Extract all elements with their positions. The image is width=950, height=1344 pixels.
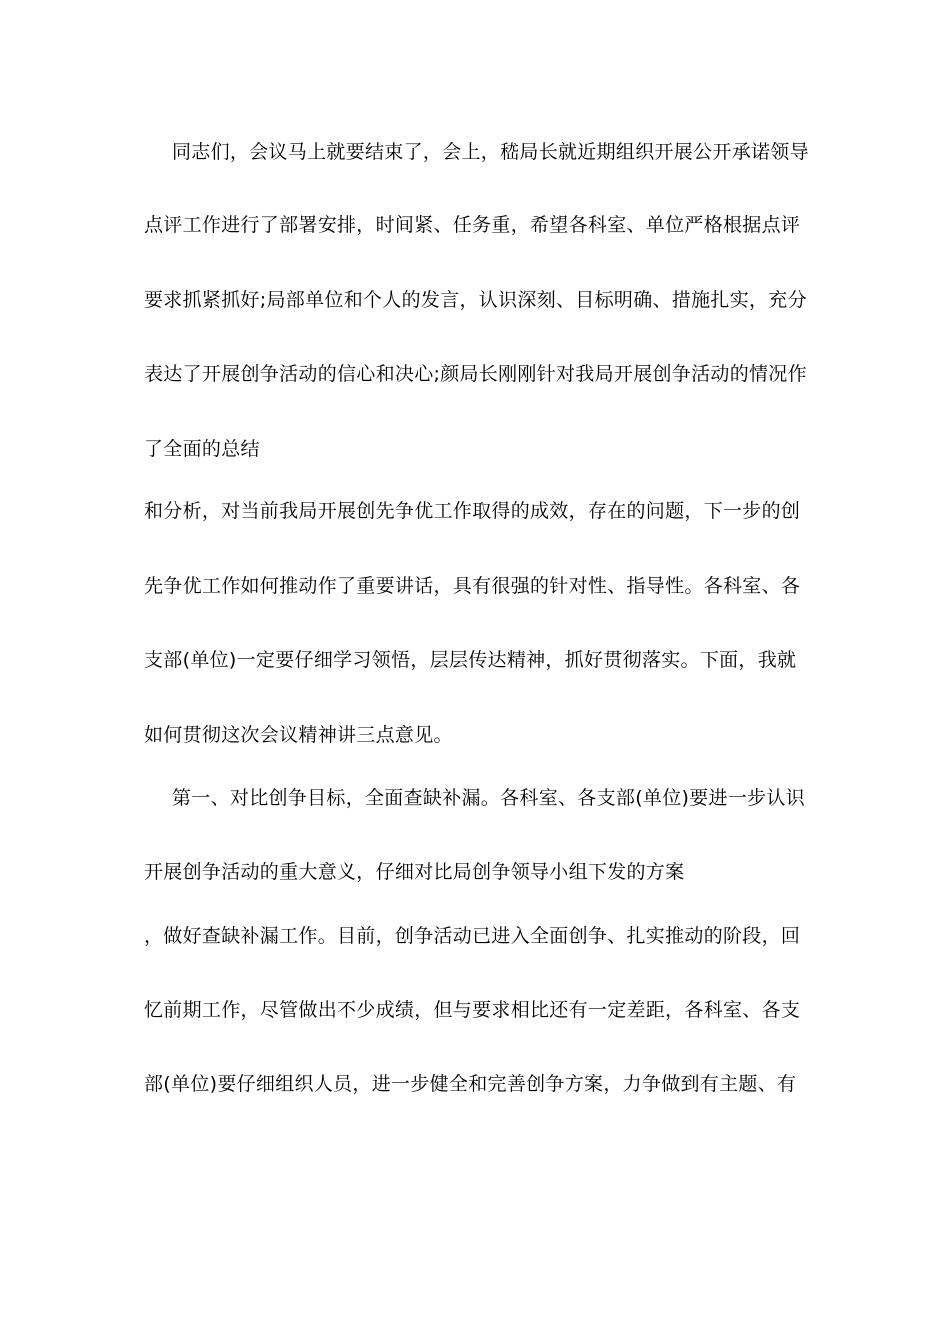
text-line: ，做好查缺补漏工作。目前，创争活动已进入全面创争、扎实推动的阶段，回 (144, 925, 801, 947)
text-line: 同志们，会议马上就要结束了，会上，嵇局长就近期组织开展公开承诺领导 (172, 141, 809, 163)
text-line: 点评工作进行了部署安排，时间紧、任务重，希望各科室、单位严格根据点评 (144, 214, 801, 236)
text-line: 忆前期工作，尽管做出不少成绩，但与要求相比还有一定差距，各科室、各支 (144, 999, 801, 1021)
text-line: 部(单位)要仔细组织人员，进一步健全和完善创争方案，力争做到有主题、有 (144, 1073, 797, 1095)
text-line: 了全面的总结 (144, 438, 260, 460)
text-line: 第一、对比创争目标，全面查缺补漏。各科室、各支部(单位)要进一步认识 (172, 787, 806, 809)
text-line: 要求抓紧抓好;局部单位和个人的发言，认识深刻、目标明确、措施扎实，充分 (144, 289, 807, 311)
text-line: 先争优工作如何推动作了重要讲话，具有很强的针对性、指导性。各科室、各 (144, 575, 801, 597)
text-line: 和分析，对当前我局开展创先争优工作取得的成效，存在的问题，下一步的创 (144, 500, 801, 522)
text-line: 如何贯彻这次会议精神讲三点意见。 (144, 724, 453, 746)
text-line: 开展创争活动的重大意义，仔细对比局创争领导小组下发的方案 (144, 861, 685, 883)
text-line: 支部(单位)一定要仔细学习领悟，层层传达精神，抓好贯彻落实。下面，我就 (144, 649, 797, 671)
text-line: 表达了开展创争活动的信心和决心;颜局长刚刚针对我局开展创争活动的情况作 (144, 363, 807, 385)
